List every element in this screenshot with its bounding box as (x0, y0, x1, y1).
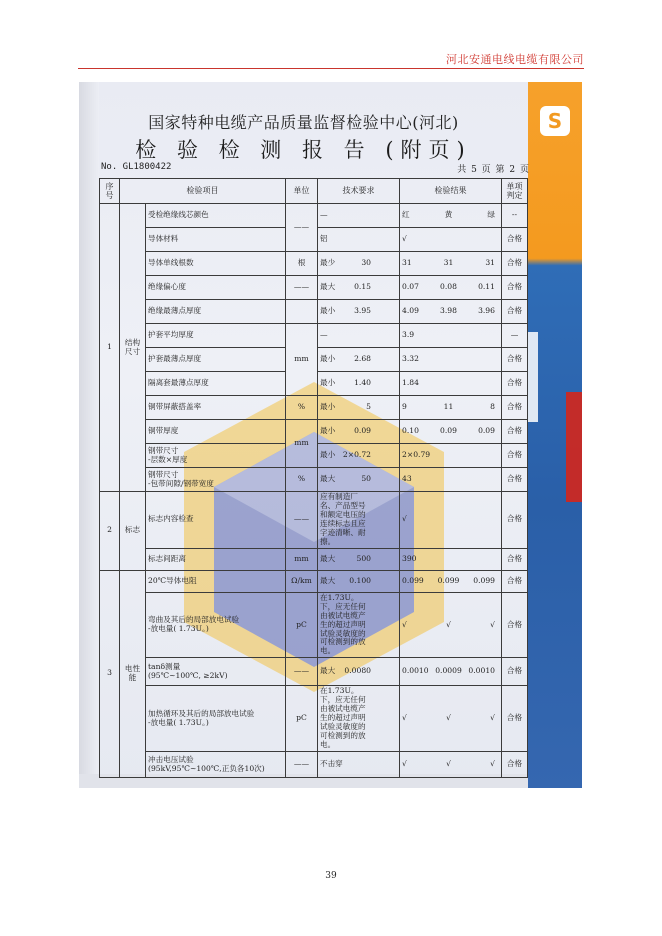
table-row (100, 300, 528, 324)
requirement-cell (318, 228, 400, 252)
item-name: 钢带尺寸 -包带间隙/钢带宽度 (146, 468, 286, 492)
unit-cell: % (286, 468, 318, 492)
result-cell (400, 468, 502, 492)
verdict-cell: 合格 (502, 444, 528, 468)
item-name: 标志内容检查 (146, 492, 286, 549)
requirement-text: 最大 (320, 666, 336, 676)
result-value: 绿 (487, 210, 495, 220)
result-value: 390 (402, 553, 417, 563)
requirement-value: 0.09 (354, 426, 371, 436)
result-cell (400, 592, 502, 658)
requirement-text: 不击穿 (320, 759, 343, 769)
requirement-text: 最小 (320, 402, 336, 412)
verdict-cell: 合格 (502, 492, 528, 549)
verdict-cell: 合格 (502, 658, 528, 686)
unit-cell: 根 (286, 252, 318, 276)
unit-cell: —— (286, 752, 318, 778)
cover-strip (528, 332, 538, 422)
unit-cell: mm (286, 324, 318, 396)
requirement-value: 0.100 (349, 575, 371, 585)
table-row (100, 570, 528, 592)
verdict-cell: 合格 (502, 252, 528, 276)
result-value: 3.98 (440, 306, 457, 316)
result-value: 43 (402, 474, 412, 484)
table-row (100, 468, 528, 492)
result-value: √ (446, 713, 451, 723)
unit-cell: Ω/km (286, 570, 318, 592)
requirement-cell (318, 348, 400, 372)
result-value: 2×0.79 (402, 450, 431, 460)
requirement-value: 3.95 (354, 306, 371, 316)
result-value: √ (402, 759, 407, 769)
table-row (100, 276, 528, 300)
requirement-cell (318, 324, 400, 348)
item-name: 导体单线根数 (146, 252, 286, 276)
item-name: 绝缘偏心度 (146, 276, 286, 300)
item-name: 20℃导体电阻 (146, 570, 286, 592)
result-value: √ (490, 759, 495, 769)
requirement-value: 0.0080 (344, 666, 371, 676)
requirement-cell (318, 548, 400, 570)
verdict-cell: — (502, 324, 528, 348)
result-value: √ (446, 759, 451, 769)
requirement-text: 在1.73U。下，应无任何由被试电缆产生的超过声明试验灵敏度的可检测到的放电。 (320, 592, 366, 656)
group-number: 3 (100, 570, 120, 777)
item-name: 钢带尺寸 -层数×厚度 (146, 444, 286, 468)
requirement-text: 最大 (320, 553, 336, 563)
result-cell (400, 324, 502, 348)
table-header-row (100, 179, 528, 204)
requirement-cell (318, 372, 400, 396)
table-row (100, 324, 528, 348)
requirement-cell (318, 204, 400, 228)
verdict-cell: 合格 (502, 570, 528, 592)
table-row (100, 204, 528, 228)
requirement-cell (318, 276, 400, 300)
result-cell (400, 548, 502, 570)
result-cell (400, 686, 502, 752)
result-cell (400, 276, 502, 300)
report-organization: 国家特种电缆产品质量监督检验中心(河北) (148, 113, 459, 132)
result-cell (400, 420, 502, 444)
requirement-cell (318, 420, 400, 444)
unit-cell: pC (286, 686, 318, 752)
verdict-cell: 合格 (502, 592, 528, 658)
result-value: 4.09 (402, 306, 419, 316)
table-row (100, 592, 528, 658)
requirement-cell (318, 752, 400, 778)
requirement-value: 30 (361, 258, 371, 268)
verdict-cell: 合格 (502, 372, 528, 396)
requirement-cell (318, 658, 400, 686)
result-cell (400, 300, 502, 324)
result-value: 0.0009 (435, 666, 462, 676)
group-number: 1 (100, 204, 120, 492)
unit-cell: pC (286, 592, 318, 658)
item-name: 弯曲及其后的局部放电试验 -放电量( 1.73U。) (146, 592, 286, 658)
verdict-cell: 合格 (502, 228, 528, 252)
requirement-cell (318, 592, 400, 658)
requirement-text: 最大 (320, 282, 336, 292)
requirement-text: — (320, 210, 328, 220)
unit-cell: —— (286, 492, 318, 549)
item-name: 标志间距离 (146, 548, 286, 570)
result-value: 0.09 (478, 426, 495, 436)
result-value: 0.08 (440, 282, 457, 292)
result-cell (400, 348, 502, 372)
requirement-text: 应有制造厂名、产品型号和额定电压的连续标志且应字迹清晰、耐擦。 (320, 492, 366, 546)
unit-cell: mm (286, 548, 318, 570)
result-value: √ (490, 619, 495, 629)
report-page-info: 共 5 页 第 2 页 (457, 165, 530, 175)
result-value: 0.11 (478, 282, 495, 292)
inspection-table (99, 178, 528, 778)
requirement-cell (318, 252, 400, 276)
requirement-text: 在1.73U。下，应无任何由被试电缆产生的超过声明试验灵敏度的可检测到的放电。 (320, 686, 366, 750)
requirement-value: 2.68 (354, 354, 371, 364)
requirement-text: 最少 (320, 258, 336, 268)
table-row (100, 686, 528, 752)
result-value: 3.9 (402, 330, 415, 340)
requirement-value: 5 (366, 402, 371, 412)
result-value: 0.09 (440, 426, 457, 436)
verdict-cell: 合格 (502, 548, 528, 570)
verdict-cell: 合格 (502, 276, 528, 300)
table-row (100, 548, 528, 570)
requirement-cell (318, 468, 400, 492)
result-value: √ (446, 619, 451, 629)
requirement-text: — (320, 330, 328, 340)
company-logo-icon: S (540, 106, 570, 136)
result-cell (400, 204, 502, 228)
requirement-text: 铝 (320, 234, 328, 244)
header-verdict: 单项判定 (502, 179, 528, 204)
result-value: 0.099 (473, 575, 495, 585)
header-requirement: 技术要求 (318, 179, 400, 204)
requirement-value: 500 (356, 553, 371, 563)
verdict-cell: 合格 (502, 420, 528, 444)
requirement-text: 最大 (320, 474, 336, 484)
result-value: 0.10 (402, 426, 419, 436)
item-name: 受检绝缘线芯颜色 (146, 204, 286, 228)
result-value: 3.32 (402, 354, 419, 364)
header-seq: 序号 (100, 179, 120, 204)
requirement-cell (318, 300, 400, 324)
item-name: 铜带厚度 (146, 420, 286, 444)
brochure-cover (528, 82, 582, 788)
requirement-cell (318, 444, 400, 468)
result-value: 黄 (444, 210, 453, 220)
result-cell (400, 492, 502, 549)
item-name: 绝缘最薄点厚度 (146, 300, 286, 324)
result-value: 3.96 (478, 306, 495, 316)
item-name: 护套平均厚度 (146, 324, 286, 348)
group-name: 电性能 (120, 570, 146, 777)
requirement-cell (318, 492, 400, 549)
requirement-text: 最小 (320, 426, 336, 436)
item-name: 冲击电压试验 (95kV,95℃~100℃,正负各10次) (146, 752, 286, 778)
scanned-report (79, 82, 582, 788)
result-cell (400, 752, 502, 778)
header-item: 检验项目 (120, 179, 286, 204)
result-value: √ (490, 713, 495, 723)
result-value: 31 (443, 258, 454, 268)
header-divider (78, 68, 584, 69)
requirement-value: 50 (361, 474, 371, 484)
group-name: 标志 (120, 492, 146, 571)
result-cell (400, 228, 502, 252)
unit-cell: mm (286, 420, 318, 468)
requirement-value: 1.40 (354, 378, 371, 388)
requirement-cell (318, 686, 400, 752)
page-number: 39 (325, 871, 337, 881)
result-value: 9 (402, 402, 407, 412)
verdict-cell: 合格 (502, 686, 528, 752)
requirement-value: 0.15 (354, 282, 371, 292)
table-row (100, 252, 528, 276)
requirement-text: 最小 (320, 378, 336, 388)
result-cell (400, 252, 502, 276)
result-value: 1.84 (402, 378, 419, 388)
requirement-text: 最小 (320, 354, 336, 364)
result-value: 11 (443, 402, 454, 412)
header-result: 检验结果 (400, 179, 502, 204)
unit-cell: % (286, 396, 318, 420)
unit-cell: —— (286, 658, 318, 686)
result-value: √ (402, 234, 407, 244)
scan-shadow (79, 82, 99, 788)
item-name: tanδ测量 (95℃~100℃, ≥2kV) (146, 658, 286, 686)
result-value: 0.0010 (468, 666, 495, 676)
item-name: 导体材料 (146, 228, 286, 252)
result-cell (400, 372, 502, 396)
report-number: No. GL1800422 (101, 162, 172, 172)
verdict-cell: 合格 (502, 396, 528, 420)
result-cell (400, 570, 502, 592)
result-cell (400, 444, 502, 468)
unit-cell (286, 300, 318, 324)
item-name: 铜带屏蔽搭盖率 (146, 396, 286, 420)
item-name: 隔离套最薄点厚度 (146, 372, 286, 396)
unit-cell: —— (286, 276, 318, 300)
header-unit: 单位 (286, 179, 318, 204)
verdict-cell: 合格 (502, 300, 528, 324)
verdict-cell: -- (502, 204, 528, 228)
table-row (100, 492, 528, 549)
result-value: 0.07 (402, 282, 419, 292)
result-value: √ (402, 713, 407, 723)
group-name: 结构尺寸 (120, 204, 146, 492)
report-title: 检 验 检 测 报 告 (附页) (135, 138, 472, 162)
requirement-cell (318, 396, 400, 420)
result-cell (400, 396, 502, 420)
table-row (100, 658, 528, 686)
result-value: 红 (402, 210, 410, 220)
requirement-value: 2×0.72 (342, 450, 371, 460)
table-row (100, 420, 528, 444)
verdict-cell: 合格 (502, 468, 528, 492)
result-value: √ (402, 514, 407, 524)
result-cell (400, 658, 502, 686)
company-name: 河北安通电线电缆有限公司 (446, 53, 584, 66)
result-value: 0.099 (437, 575, 460, 585)
item-name: 护套最薄点厚度 (146, 348, 286, 372)
group-number: 2 (100, 492, 120, 571)
table-row (100, 752, 528, 778)
result-value: 31 (402, 258, 412, 268)
verdict-cell: 合格 (502, 348, 528, 372)
requirement-cell (318, 570, 400, 592)
result-value: 0.099 (402, 575, 424, 585)
table-row (100, 396, 528, 420)
verdict-cell: 合格 (502, 752, 528, 778)
result-value: √ (402, 619, 407, 629)
result-value: 8 (490, 402, 495, 412)
item-name: 加热循环及其后的局部放电试验 -放电量( 1.73U。) (146, 686, 286, 752)
result-value: 31 (485, 258, 495, 268)
unit-cell: —— (286, 204, 318, 252)
cover-red-band (566, 392, 582, 502)
requirement-text: 最小 (320, 450, 336, 460)
requirement-text: 最大 (320, 575, 336, 585)
result-value: 0.0010 (402, 666, 429, 676)
requirement-text: 最小 (320, 306, 336, 316)
